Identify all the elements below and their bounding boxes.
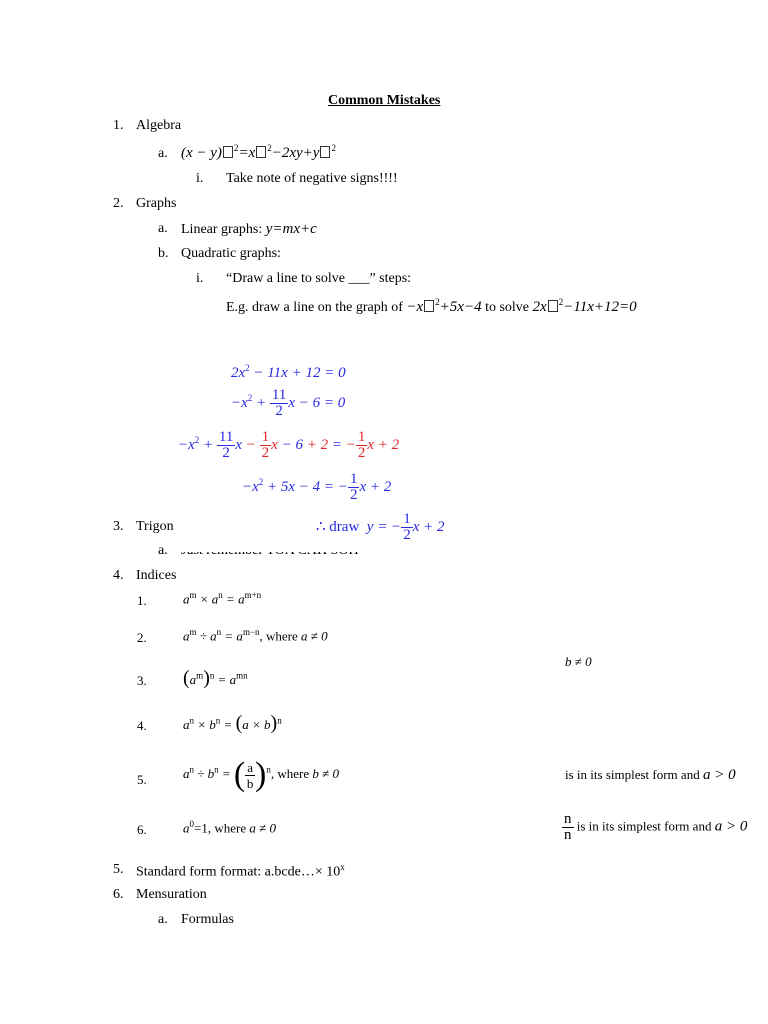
step-4: $-x^2 + 5x - 4$ = − $\frac{1}{2}$ x + 2 (242, 471, 392, 503)
rule-6-where: =1, where (194, 820, 247, 836)
placeholder-box-icon (548, 300, 558, 312)
item-6a-text: Formulas (181, 912, 234, 927)
algebra-equation: (x − y) $^2$=x $^2$−2xy+y $^2$ (181, 143, 336, 161)
index-rule-5: $a^n \div b^n$ = ( $\frac{a}{b}$ )$^n$, where b ≠ 0 (183, 756, 340, 793)
item-1a-i-text: Take note of negative signs!!!! (226, 171, 398, 186)
rule-2-where: where (266, 628, 298, 644)
item-1a-number: a. (158, 146, 168, 161)
section-5-exponent: x (340, 862, 345, 872)
index-rule-4-number: 4. (137, 718, 147, 733)
index-rule-6-number: 6. (137, 822, 147, 837)
item-3a-number: a. (158, 543, 168, 558)
section-2-label: Graphs (136, 196, 177, 211)
index-rule-3-number: 3. (137, 673, 147, 688)
index-rule-2: $a^m \div a^n = a^{m-n}$, where a ≠ 0 (183, 627, 328, 644)
item-2b-text: Quadratic graphs: (181, 246, 281, 261)
item-6a-number: a. (158, 912, 168, 927)
section-5-number: 5. (113, 862, 124, 877)
section-6-number: 6. (113, 887, 124, 902)
step-3: $-x^2$ + $\frac{11}{2}$ x − $\frac{1}{2}$ x − 6 + 2 = − $\frac{1}{2}$ x + 2 (178, 429, 400, 461)
example-prefix: E.g. draw a line on the graph of (226, 300, 407, 315)
index-rule-1-number: 1. (137, 593, 147, 608)
placeholder-box-icon (223, 146, 233, 158)
right-fragment-2-text: is in its simplest form and (565, 767, 700, 782)
index-rule-2-number: 2. (137, 630, 147, 645)
item-2b-number: b. (158, 246, 169, 261)
linear-label: Linear graphs: (181, 222, 266, 237)
section-1-number: 1. (113, 118, 124, 133)
placeholder-box-icon (424, 300, 434, 312)
section-2-number: 2. (113, 196, 124, 211)
example-solve-eq: 2x $^2$−11x+12=0 (532, 297, 637, 315)
index-rule-5-number: 5. (137, 772, 147, 787)
section-5-text: Standard form format: a.bcde…× 10 (136, 864, 341, 880)
placeholder-box-icon (320, 146, 330, 158)
linear-equation: y=mx+c (265, 221, 317, 237)
therefore-label: ∴ draw (316, 518, 360, 535)
rule-5-where: , where (270, 765, 310, 781)
example-line (226, 297, 637, 316)
item-2b-i-text: “Draw a line to solve ___” steps: (226, 271, 412, 286)
item-1a-i-number: i. (196, 171, 204, 186)
section-3-number: 3. (113, 519, 124, 534)
section-4-number: 4. (113, 568, 124, 583)
example-graph-eq: −x $^2$+5x−4 (406, 297, 482, 315)
item-2b-i-number: i. (196, 271, 204, 286)
example-mid: to solve (481, 300, 533, 315)
section-5-label (136, 862, 345, 881)
step-2: $-x^2$ + $\frac{11}{2}$ x − 6 = 0 (231, 387, 346, 419)
step-1: $2x^2 - 11x + 12 = 0$ (231, 363, 346, 381)
step-therefore: ∴ draw y = − $\frac{1}{2}$ x + 2 (316, 511, 445, 543)
right-fragment-1: b ≠ 0 (565, 654, 592, 669)
right-fragment-3: $\frac{n}{n}$ is in its simplest form and a > 0 (564, 811, 748, 843)
right-fragment-2: is in its simplest form and a > 0 (565, 767, 736, 783)
right-fragment-3-text: is in its simplest form and (576, 818, 712, 834)
index-rule-6: $a^0=1$, where a ≠ 0 (183, 819, 276, 836)
placeholder-box-icon (256, 146, 266, 158)
page-title: Common Mistakes (328, 93, 441, 108)
section-6-label: Mensuration (136, 887, 207, 902)
item-2a-number: a. (158, 221, 168, 236)
section-4-label: Indices (136, 568, 177, 583)
index-rule-3: $(a^m)^n = a^{mn}$ (183, 667, 248, 689)
index-rule-4: $a^n \times b^n = (a \times b)^n$ (183, 712, 282, 734)
item-2a-text (181, 221, 317, 238)
section-1-label: Algebra (136, 118, 182, 133)
index-rule-1: $a^m \times a^n = a^{m+n}$ (183, 590, 262, 607)
section-3-label: Trigon (136, 519, 174, 534)
